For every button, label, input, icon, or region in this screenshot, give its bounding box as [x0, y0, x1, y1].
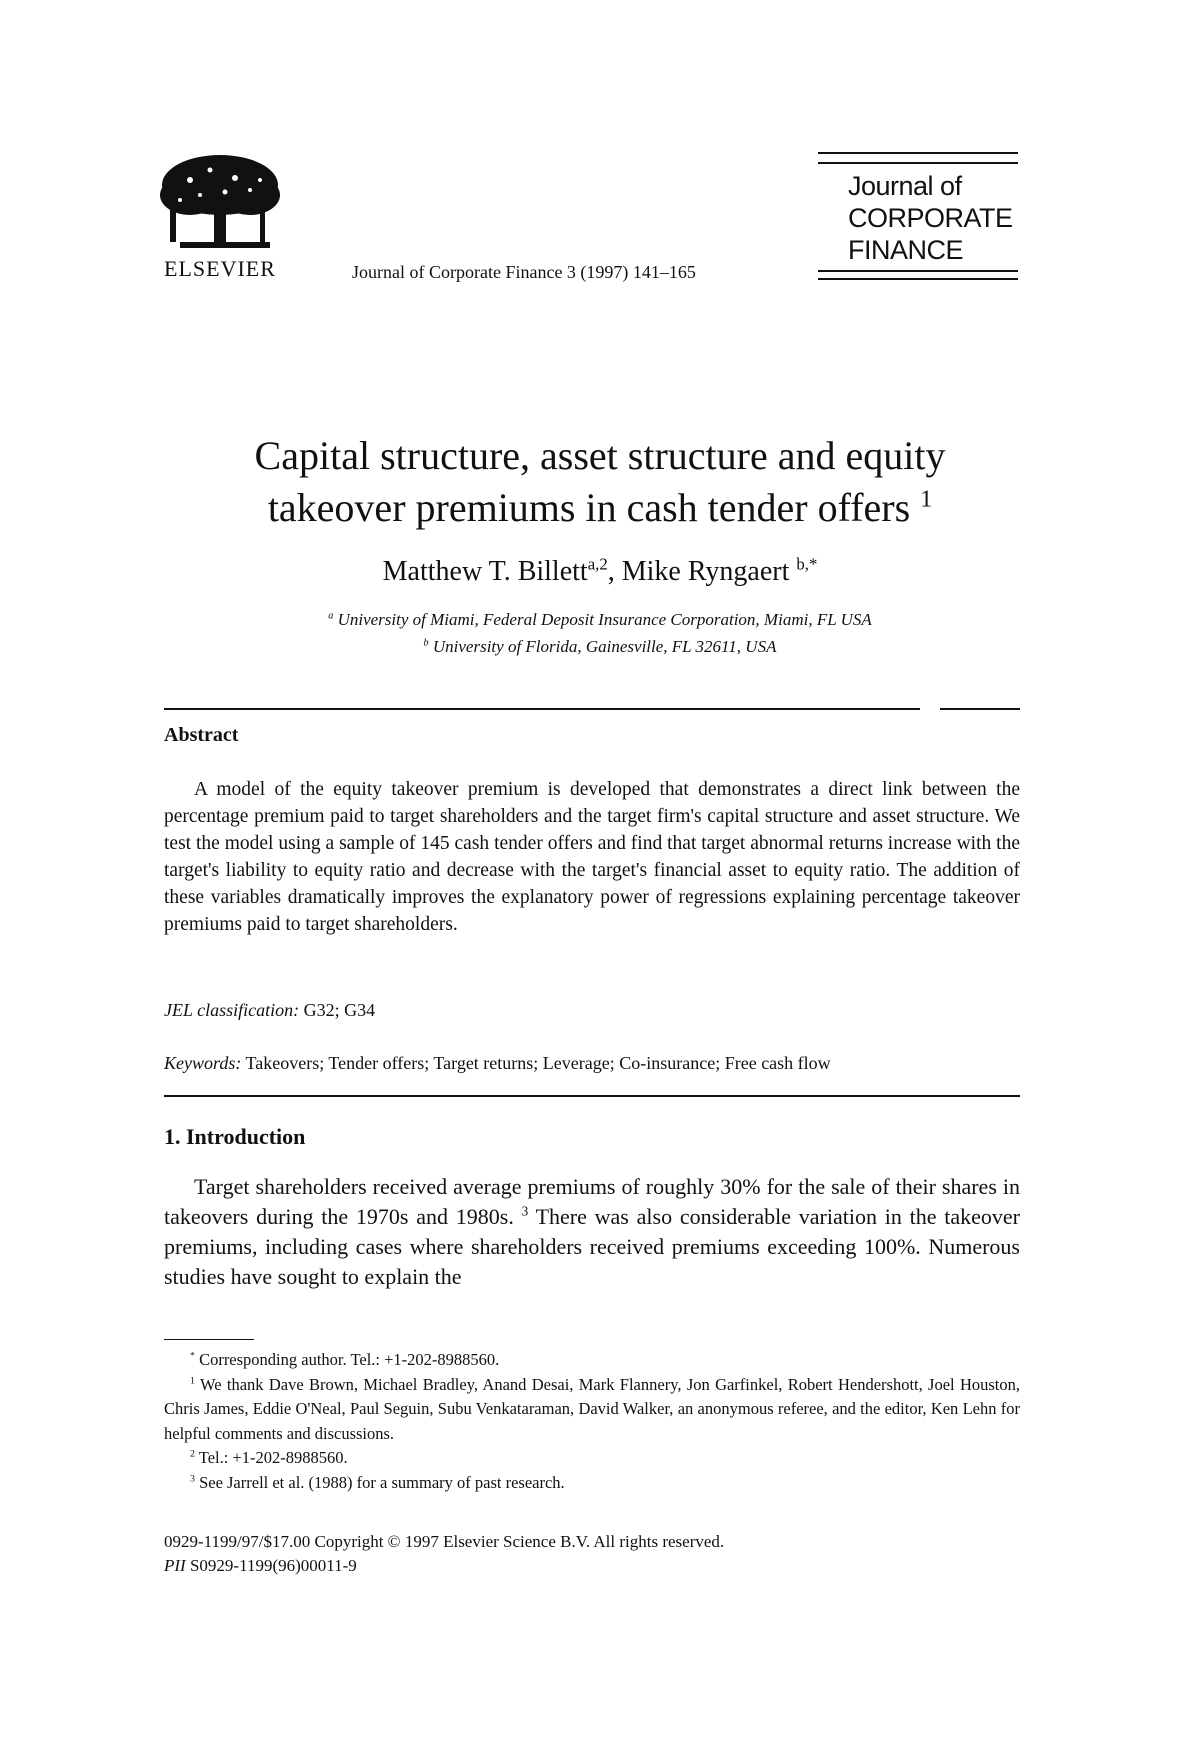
affiliation-mark: b	[423, 637, 429, 649]
title-line-text: takeover premiums in cash tender offers	[267, 485, 911, 530]
footnote-mark: 3	[190, 1473, 195, 1484]
journal-logo-text	[848, 170, 1013, 266]
footnote-mark: 1	[190, 1375, 195, 1386]
author-affil-mark: b,*	[796, 554, 818, 574]
journal-logo-line: CORPORATE	[848, 203, 1013, 233]
body-text: There was also considerable variation in the takeover premiums, including cases where shareholders received premiums exceeding 100%. Numerous studies have sought to explain the	[164, 1204, 1021, 1289]
affiliation-text: University of Miami, Federal Deposit Insurance Corporation, Miami, FL USA	[337, 610, 872, 629]
rule	[818, 278, 1018, 280]
rule	[818, 162, 1018, 164]
journal-logo-line: FINANCE	[848, 235, 964, 265]
author-separator: ,	[607, 556, 622, 587]
pii-value: S0929-1199(96)00011-9	[185, 1556, 357, 1575]
footnote	[164, 1446, 1020, 1471]
journal-logo	[818, 150, 1018, 280]
keywords-value: Takeovers; Tender offers; Target returns; Leverage; Co-insurance; Free cash flow	[241, 1053, 831, 1073]
footnote	[164, 1471, 1020, 1496]
title-footnote-mark: 1	[920, 486, 933, 513]
author-name: Matthew T. Billett	[382, 556, 588, 587]
divider	[164, 708, 920, 710]
journal-logo-line: Journal of	[848, 171, 962, 201]
publisher-name: ELSEVIER	[164, 256, 276, 281]
affiliations	[150, 606, 1050, 660]
divider	[164, 1095, 1020, 1097]
footnote-text: Corresponding author. Tel.: +1-202-8988560.	[194, 1350, 500, 1369]
pii-label: PII	[164, 1556, 186, 1575]
authors	[150, 556, 1050, 588]
rule	[818, 270, 1018, 272]
body-paragraph	[164, 1172, 1020, 1292]
jel-label: JEL classification:	[164, 1000, 300, 1020]
footnote-text: We thank Dave Brown, Michael Bradley, Anand Desai, Mark Flannery, Jon Garfinkel, Robert Hendershott, Joel Houston, Chris James, Eddie O'Neal, Paul Seguin, Subu Venkataraman, David Walker, an anonymous referee, and the editor, Ken Lehn for helpful comments and discussions.	[164, 1374, 1020, 1443]
abstract-text: A model of the equity takeover premium is developed that demonstrates a direct link between the percentage premium paid to target shareholders and the target firm's capital structure and asset structure. We test the model using a sample of 145 cash tender offers and find that target abnormal returns increase with the target's liability to equity ratio and decrease with the target's financial asset to equity ratio. The addition of these variables dramatically improves the explanatory power of regressions explaining percentage takeover premiums paid to target shareholders.	[164, 779, 1020, 935]
jel-value: G32; G34	[299, 1000, 376, 1020]
footnote-text: Tel.: +1-202-8988560.	[194, 1448, 348, 1467]
abstract-heading: Abstract	[164, 724, 239, 746]
footnote	[164, 1373, 1020, 1447]
divider	[940, 708, 1020, 710]
footnote-divider	[164, 1339, 254, 1340]
affiliation	[150, 633, 1050, 660]
title-line	[150, 482, 1050, 534]
footnote	[164, 1348, 1020, 1373]
footnote-text: See Jarrell et al. (1988) for a summary of past research.	[194, 1472, 565, 1492]
copyright-block	[164, 1530, 724, 1578]
author-name: Mike Ryngaert	[621, 556, 790, 587]
keywords-label: Keywords:	[164, 1053, 242, 1073]
footnote-mark: 2	[190, 1448, 195, 1460]
affiliation	[150, 606, 1050, 633]
author-affil-mark: a,2	[587, 554, 608, 574]
keywords	[164, 1053, 831, 1074]
title-line: Capital structure, asset structure and equity	[254, 433, 946, 478]
elsevier-logo	[150, 150, 290, 280]
section-heading: 1. Introduction	[164, 1124, 306, 1149]
affiliation-mark: a	[328, 610, 334, 622]
article-title	[150, 430, 1050, 534]
rule	[818, 152, 1018, 154]
journal-citation: Journal of Corporate Finance 3 (1997) 141–165	[352, 262, 696, 282]
footnotes	[164, 1348, 1020, 1495]
affiliation-text: University of Florida, Gainesville, FL 32611, USA	[432, 637, 777, 656]
jel-classification	[164, 1000, 375, 1021]
footnote-mark: *	[190, 1350, 195, 1362]
body-text: Target shareholders received average premiums of roughly 30% for the sale of their shares in takeovers during the 1970s and 1980s.	[164, 1174, 1020, 1229]
pii-line	[164, 1554, 724, 1578]
footnote-ref: 3	[521, 1203, 529, 1219]
copyright-line: 0929-1199/97/$17.00 Copyright © 1997 Elsevier Science B.V. All rights reserved.	[164, 1532, 725, 1551]
elsevier-tree-icon	[150, 150, 290, 255]
